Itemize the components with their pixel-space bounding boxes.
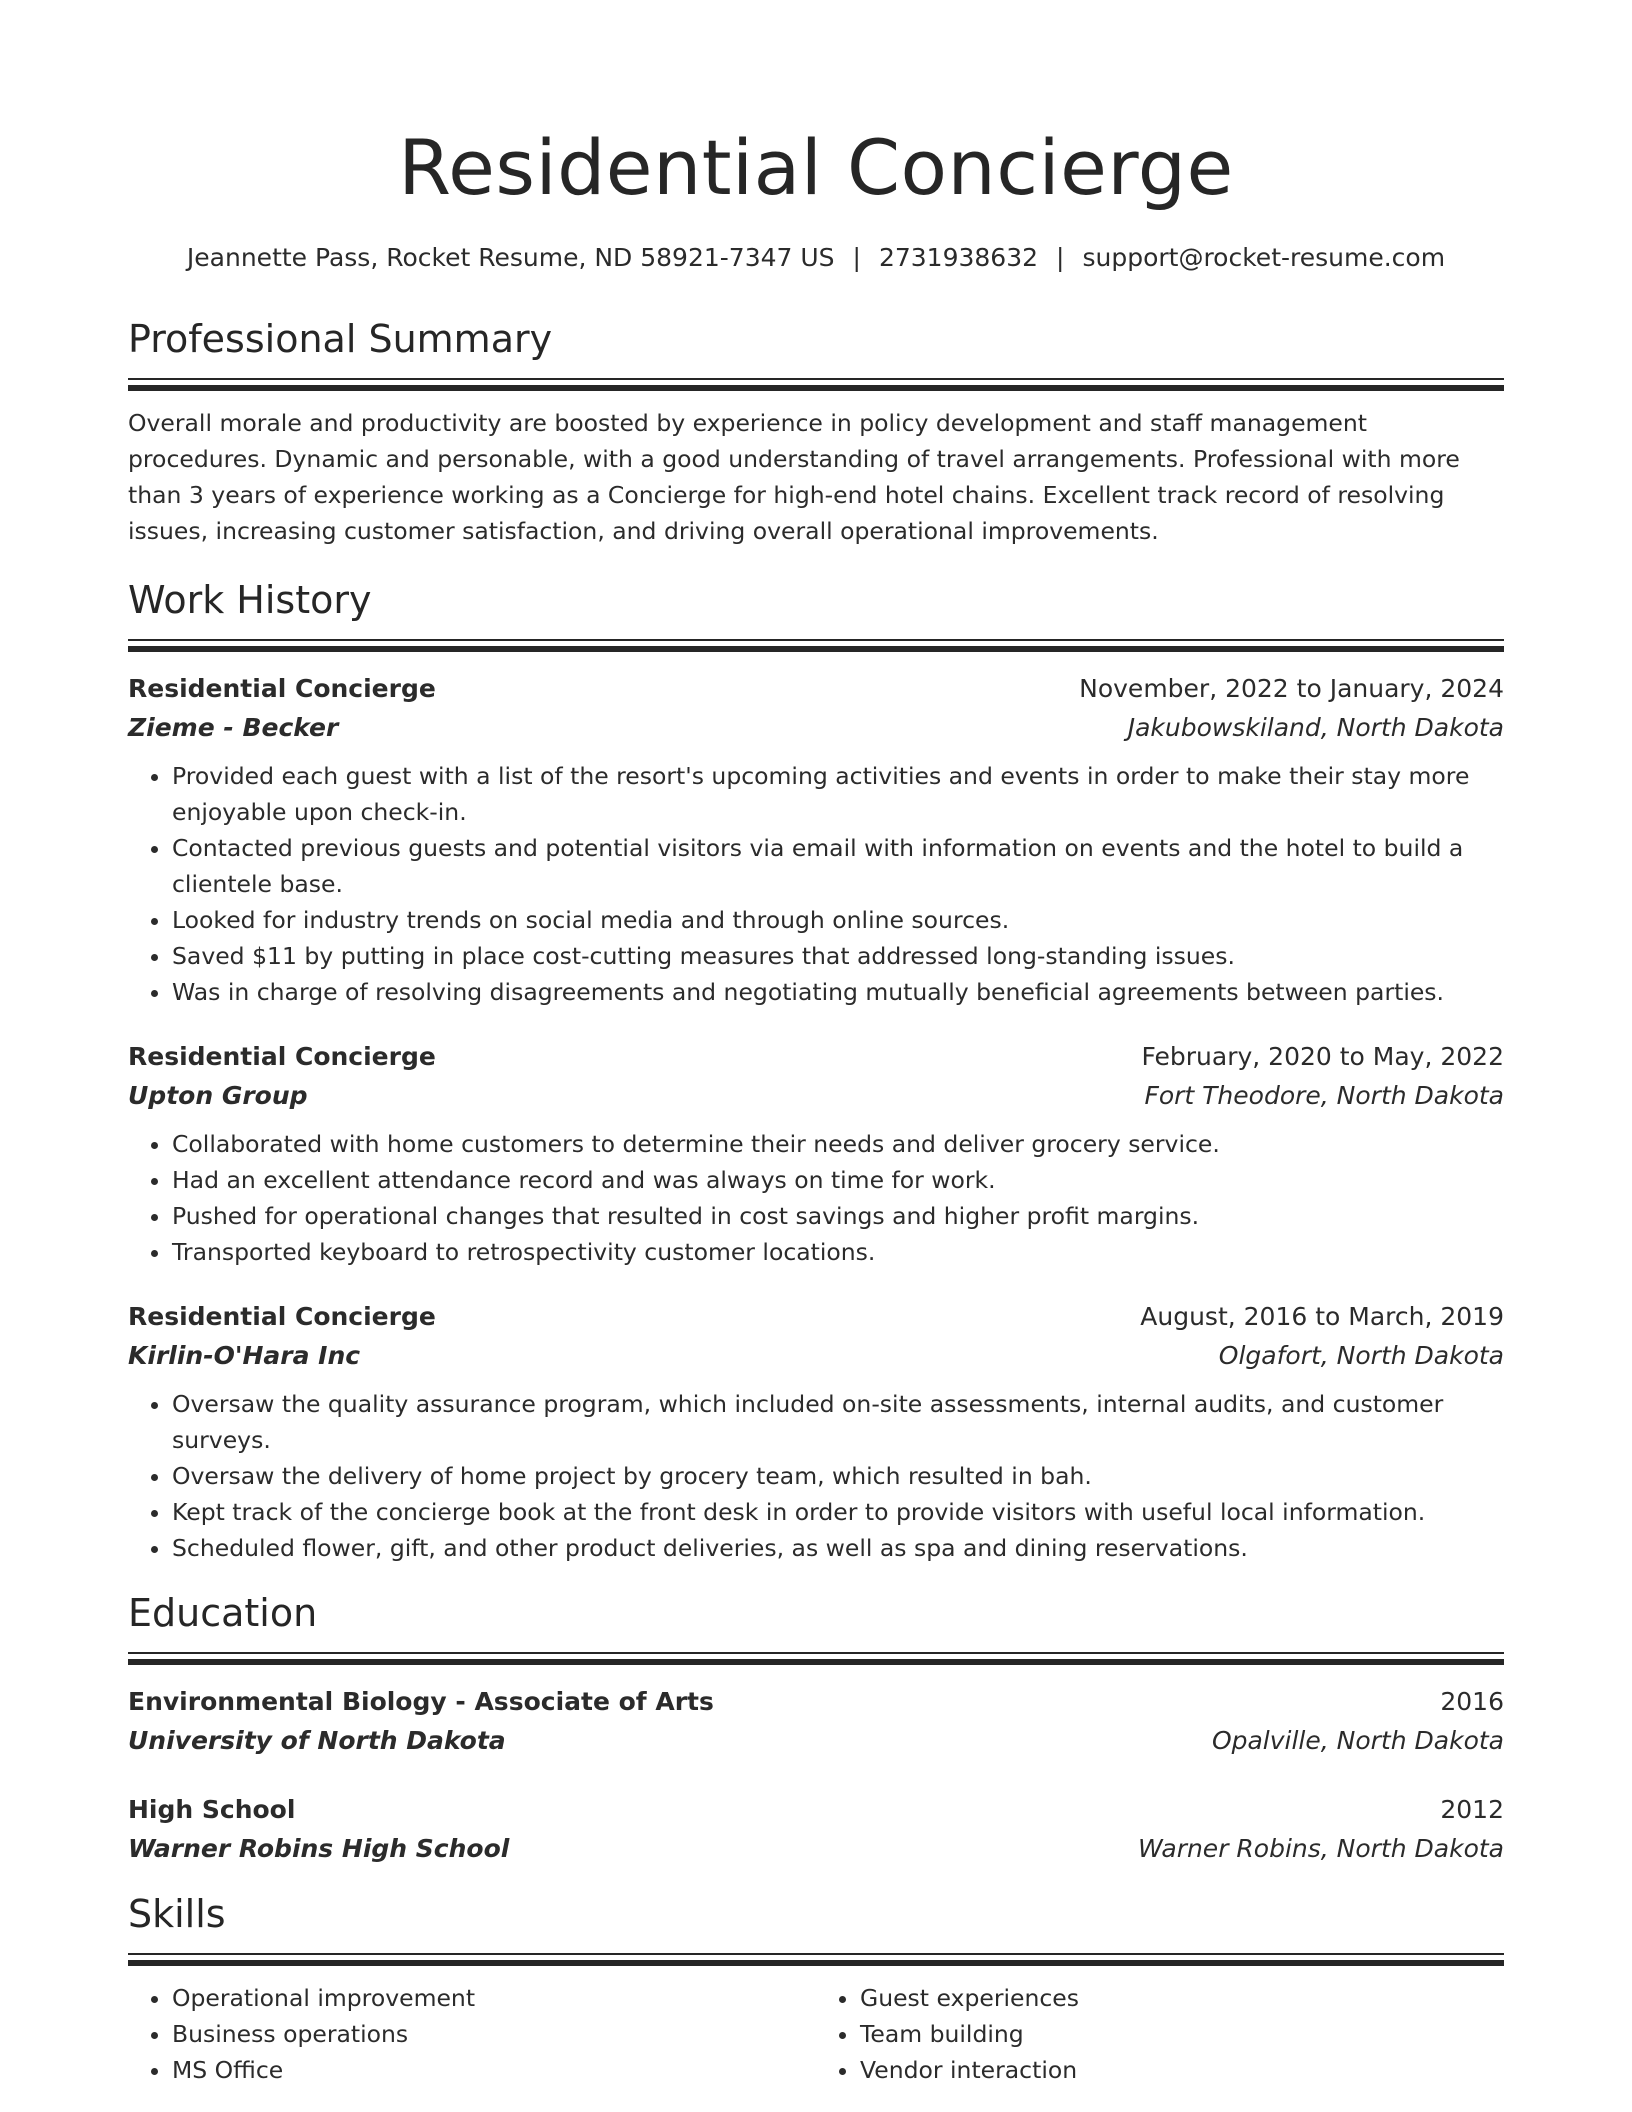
section-heading-summary: Professional Summary bbox=[128, 317, 553, 361]
job-entry bbox=[128, 1298, 1504, 1566]
summary-text: Overall morale and productivity are boosted by experience in policy development and staff management procedures. Dynamic and personable, with a good understanding of travel arrangements. Professional with more than 3 years of experience working as a Concierge for high-end hotel chains. Excellent track record of resolving issues, increasing customer satisfaction, and driving overall operational improvements. bbox=[128, 409, 1460, 545]
section-divider bbox=[128, 1652, 1504, 1665]
job-bullet: • Had an excellent attendance record and was always on time for work. bbox=[172, 1162, 1504, 1198]
education-degree: High School bbox=[128, 1795, 296, 1824]
job-title: Residential Concierge bbox=[128, 674, 436, 703]
job-bullet: • Pushed for operational changes that resulted in cost savings and higher profit margins. bbox=[172, 1198, 1504, 1234]
summary-section bbox=[128, 314, 1504, 549]
job-dates: August, 2016 to March, 2019 bbox=[1140, 1302, 1504, 1331]
job-location: Jakubowskiland, North Dakota bbox=[1127, 713, 1504, 742]
section-divider bbox=[128, 378, 1504, 391]
skills-list bbox=[128, 1980, 816, 2088]
skill-item: • Team building bbox=[860, 2016, 1504, 2052]
job-entry bbox=[128, 1038, 1504, 1270]
education-school: Warner Robins High School bbox=[128, 1834, 510, 1863]
job-title: Residential Concierge bbox=[128, 1042, 436, 1071]
job-bullets bbox=[128, 758, 1504, 1010]
job-location: Olgafort, North Dakota bbox=[1218, 1341, 1504, 1370]
job-bullet: • Saved $11 by putting in place cost-cutting measures that addressed long-standing issues. bbox=[172, 938, 1504, 974]
job-bullet: • Oversaw the delivery of home project by grocery team, which resulted in bah. bbox=[172, 1458, 1504, 1494]
candidate-name: Residential Concierge bbox=[398, 123, 1234, 212]
education-school: University of North Dakota bbox=[128, 1726, 506, 1755]
job-company: Upton Group bbox=[128, 1081, 308, 1110]
contact-separator: | bbox=[1056, 243, 1065, 272]
section-heading-work-history: Work History bbox=[128, 578, 372, 622]
section-divider bbox=[128, 639, 1504, 652]
skills-grid bbox=[128, 1980, 1504, 2088]
section-heading-education: Education bbox=[128, 1591, 318, 1635]
contact-line bbox=[128, 240, 1504, 276]
education-entry bbox=[128, 1683, 1504, 1761]
skills-section bbox=[128, 1889, 1504, 2088]
section-heading-skills: Skills bbox=[128, 1892, 226, 1936]
education-location: Warner Robins, North Dakota bbox=[1138, 1834, 1504, 1863]
education-degree: Environmental Biology - Associate of Arts bbox=[128, 1687, 714, 1716]
contact-address: Jeannette Pass, Rocket Resume, ND 58921-7347 US bbox=[186, 243, 835, 272]
skills-column-right bbox=[816, 1980, 1504, 2088]
skill-item: • MS Office bbox=[172, 2052, 816, 2088]
job-bullet: • Was in charge of resolving disagreements and negotiating mutually beneficial agreements between parties. bbox=[172, 974, 1504, 1010]
job-company: Zieme - Becker bbox=[128, 713, 339, 742]
education-section bbox=[128, 1588, 1504, 1869]
job-dates: February, 2020 to May, 2022 bbox=[1141, 1042, 1504, 1071]
job-entry bbox=[128, 670, 1504, 1010]
education-year: 2012 bbox=[1440, 1795, 1504, 1824]
job-bullet: • Oversaw the quality assurance program, which included on-site assessments, internal audits, and customer surveys. bbox=[172, 1386, 1504, 1458]
job-location: Fort Theodore, North Dakota bbox=[1144, 1081, 1504, 1110]
skill-item: • Operational improvement bbox=[172, 1980, 816, 2016]
section-divider bbox=[128, 1953, 1504, 1966]
skill-item: • Guest experiences bbox=[860, 1980, 1504, 2016]
education-location: Opalville, North Dakota bbox=[1211, 1726, 1504, 1755]
job-bullet: • Collaborated with home customers to determine their needs and deliver grocery service. bbox=[172, 1126, 1504, 1162]
job-bullet: • Provided each guest with a list of the resort's upcoming activities and events in order to make their stay more enjoyable upon check-in. bbox=[172, 758, 1504, 830]
skill-item: • Vendor interaction bbox=[860, 2052, 1504, 2088]
contact-email: support@rocket-resume.com bbox=[1082, 243, 1446, 272]
skills-column-left bbox=[128, 1980, 816, 2088]
job-bullets bbox=[128, 1126, 1504, 1270]
job-dates: November, 2022 to January, 2024 bbox=[1079, 674, 1504, 703]
education-entry bbox=[128, 1791, 1504, 1869]
job-bullets bbox=[128, 1386, 1504, 1566]
job-bullet: • Contacted previous guests and potential visitors via email with information on events and the hotel to build a clientele base. bbox=[172, 830, 1504, 902]
contact-phone: 2731938632 bbox=[878, 243, 1039, 272]
job-title: Residential Concierge bbox=[128, 1302, 436, 1331]
job-company: Kirlin-O'Hara Inc bbox=[128, 1341, 361, 1370]
education-year: 2016 bbox=[1440, 1687, 1504, 1716]
job-bullet: • Scheduled flower, gift, and other product deliveries, as well as spa and dining reservations. bbox=[172, 1530, 1504, 1566]
work-history-section bbox=[128, 575, 1504, 1566]
contact-separator: | bbox=[852, 243, 861, 272]
skills-list bbox=[816, 1980, 1504, 2088]
skill-item: • Business operations bbox=[172, 2016, 816, 2052]
job-bullet: • Kept track of the concierge book at the front desk in order to provide visitors with useful local information. bbox=[172, 1494, 1504, 1530]
job-bullet: • Looked for industry trends on social media and through online sources. bbox=[172, 902, 1504, 938]
job-bullet: • Transported keyboard to retrospectivity customer locations. bbox=[172, 1234, 1504, 1270]
